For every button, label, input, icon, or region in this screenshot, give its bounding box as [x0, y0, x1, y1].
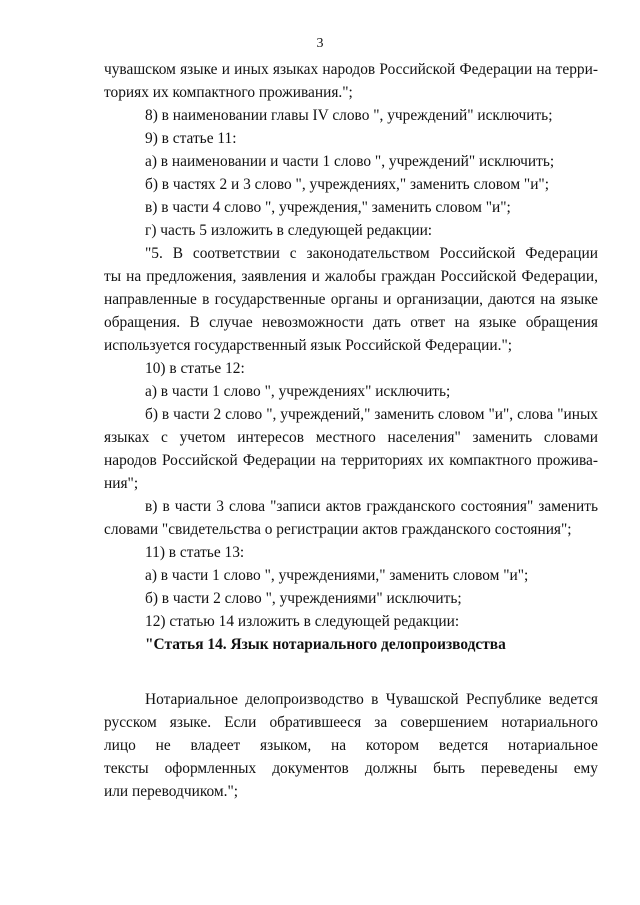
text-line: г) часть 5 изложить в следующей редакции: — [145, 222, 433, 239]
text-line: б) в частях 2 и 3 слово ", учреждениях," заменить словом "и"; — [145, 176, 549, 193]
text-line: ты на предложения, заявления и жалобы граждан Российской Федерации, — [104, 268, 598, 285]
text-line: направленные в государственные органы и организации, даются на языке — [104, 291, 598, 308]
article-text-line: тексты оформленных документов должны быть переведены ему — [104, 760, 598, 777]
text-line: языках с учетом интересов местного населения" заменить словами — [104, 429, 598, 446]
text-line: чувашском языке и иных языках народов Российской Федерации на терри- — [104, 61, 598, 78]
text-line: обращения. В случае невозможности дать ответ на языке обращения — [104, 314, 598, 331]
article-text — [104, 688, 598, 803]
text-line: словами "свидетельства о регистрации актов гражданского состояния"; — [104, 521, 572, 538]
page-number: 3 — [316, 36, 324, 51]
article-text-line: или переводчиком."; — [104, 783, 239, 800]
text-line: а) в наименовании и части 1 слово ", учреждений" исключить; — [145, 153, 555, 170]
text-line: б) в части 2 слово ", учреждениями" исключить; — [145, 590, 462, 607]
text-line: народов Российской Федерации на территориях их компактного прожива- — [104, 452, 598, 469]
article-text-line: русском языке. Если обратившееся за совершением нотариального — [104, 714, 598, 731]
text-line: ториях их компактного проживания."; — [104, 84, 353, 101]
article-text-line: Нотариальное делопроизводство в Чувашской Республике ведется — [145, 691, 598, 708]
text-line: 11) в статье 13: — [145, 544, 245, 561]
text-line: б) в части 2 слово ", учреждений," заменить словом "и", слова "иных — [145, 406, 598, 423]
text-line: в) в части 4 слово ", учреждения," заменить словом "и"; — [145, 199, 511, 216]
text-line: 12) статью 14 изложить в следующей редакции: — [145, 613, 460, 630]
text-line: а) в части 1 слово ", учреждениях" исключить; — [145, 383, 451, 400]
text-line: а) в части 1 слово ", учреждениями," заменить словом "и"; — [145, 567, 529, 584]
text-line: в) в части 3 слова "записи актов гражданского состояния" заменить — [145, 498, 598, 515]
text-line: "5. В соответствии с законодательством Российской Федерации — [145, 245, 598, 262]
article-text-line: лицо не владеет языком, на котором ведется нотариальное — [104, 737, 598, 754]
text-line: ния"; — [104, 475, 139, 492]
text-line: 8) в наименовании главы IV слово ", учреждений" исключить; — [145, 107, 553, 124]
document-body — [104, 58, 598, 803]
text-line: используется государственный язык Российской Федерации."; — [104, 337, 513, 354]
text-line: 9) в статье 11: — [145, 130, 237, 147]
article-heading: "Статья 14. Язык нотариального делопроизводства — [145, 636, 506, 653]
text-line: 10) в статье 12: — [145, 360, 245, 377]
amendment-list — [104, 58, 598, 633]
spacer — [104, 656, 598, 688]
